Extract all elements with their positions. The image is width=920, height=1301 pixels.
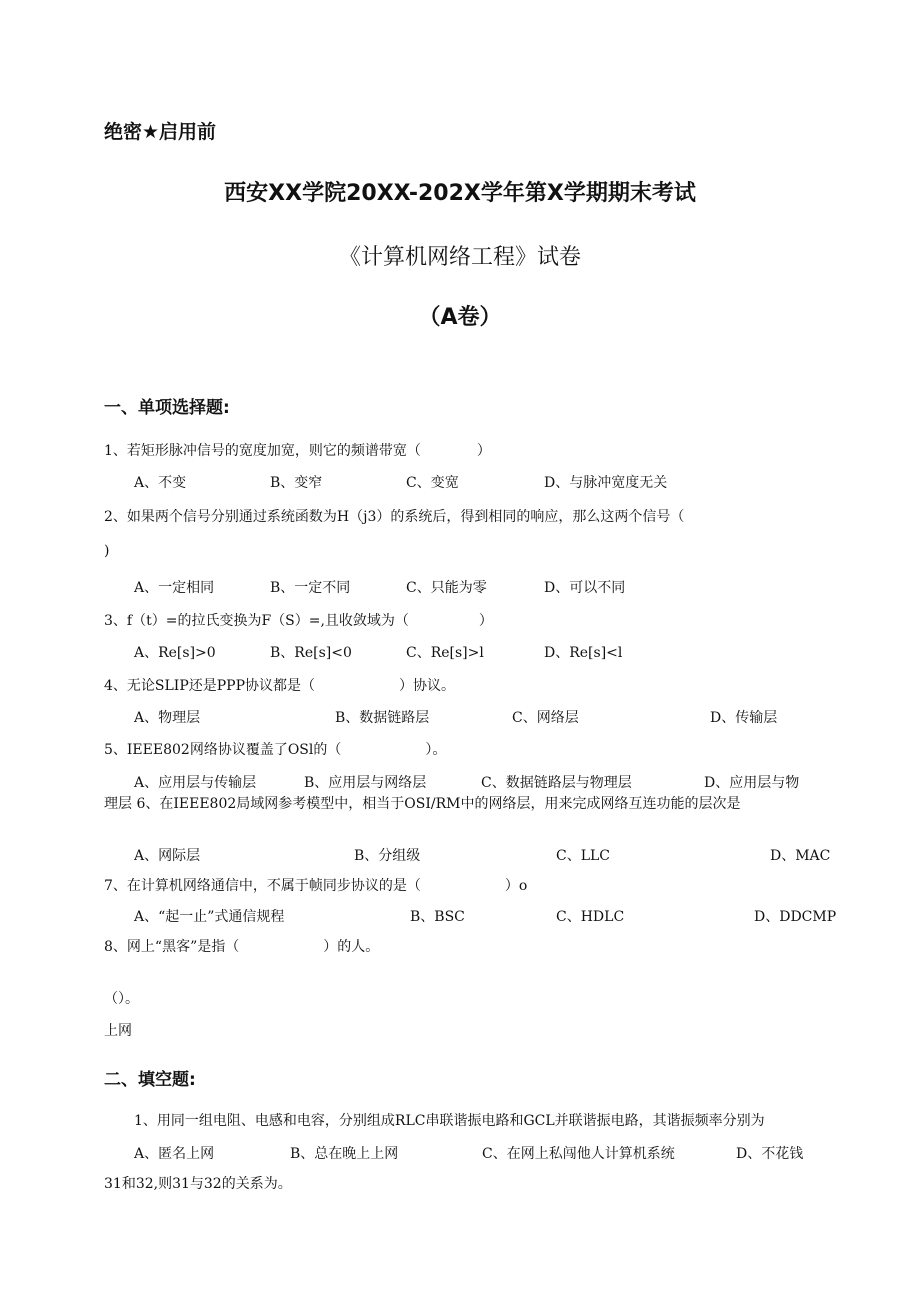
- section-heading-choice: 一、单项选择题:: [104, 398, 230, 418]
- q6-option-a: A、网际层: [134, 848, 201, 864]
- fill-q1-option-d: D、不花钱: [736, 1146, 804, 1162]
- q1-option-a: A、不变: [134, 475, 187, 491]
- stray-text-2: 上网: [104, 1023, 132, 1039]
- question-4: 4、无论SLIP还是PPP协议都是（ ）协议。: [104, 678, 456, 694]
- q5-option-d: D、应用层与物: [704, 775, 800, 791]
- fill-q1-option-a: A、匿名上网: [134, 1146, 215, 1162]
- q2-option-d: D、可以不同: [544, 580, 626, 596]
- question-3: 3、f（t）=的拉氏变换为F（S）=,且收敛域为（ ）: [104, 613, 493, 629]
- q2-option-c: C、只能为零: [406, 580, 487, 596]
- q3-option-a: A、Re[s]>0: [134, 645, 216, 661]
- q4-option-d: D、传输层: [710, 710, 778, 726]
- q6-option-c: C、LLC: [556, 848, 611, 864]
- question-7: 7、在计算机网络通信中，不属于帧同步协议的是（ ）o: [104, 878, 528, 894]
- q4-option-a: A、物理层: [134, 710, 201, 726]
- q4-option-b: B、数据链路层: [335, 710, 430, 726]
- q3-option-d: D、Re[s]<l: [544, 645, 623, 661]
- exam-title: 西安XX学院20XX-202X学年第X学期期末考试: [224, 181, 696, 206]
- q1-option-b: B、变窄: [270, 475, 323, 491]
- fill-question-1-cont: 31和32,则31与32的关系为。: [104, 1176, 292, 1192]
- q6-option-b: B、分组级: [354, 848, 421, 864]
- q2-option-a: A、一定相同: [134, 580, 215, 596]
- q5-option-b: B、应用层与网络层: [304, 775, 427, 791]
- fill-q1-option-b: B、总在晚上上网: [290, 1146, 399, 1162]
- q5-option-c: C、数据链路层与物理层: [481, 775, 632, 791]
- question-6: 理层 6、在IEEE802局域网参考模型中，相当于OSI/RM中的网络层，用来完成网络互连功能的层次是: [104, 796, 741, 812]
- confidential-label: 绝密★启用前: [104, 121, 217, 143]
- q7-option-b: B、BSC: [410, 909, 465, 925]
- stray-text-1: （）。: [104, 991, 139, 1007]
- q2-option-b: B、一定不同: [270, 580, 351, 596]
- q7-option-a: A、“起一止”式通信规程: [134, 909, 285, 925]
- question-1: 1、若矩形脉冲信号的宽度加宽，则它的频谱带宽（ ）: [104, 443, 491, 459]
- q5-option-a: A、应用层与传输层: [134, 775, 257, 791]
- q3-option-c: C、Re[s]>l: [406, 645, 484, 661]
- q1-option-d: D、与脉冲宽度无关: [544, 475, 668, 491]
- q7-option-d: D、DDCMP: [754, 909, 837, 925]
- question-2: 2、如果两个信号分别通过系统函数为H（j3）的系统后，得到相同的响应，那么这两个信号（: [104, 509, 685, 525]
- paper-variant: （A卷）: [418, 305, 502, 330]
- q1-option-c: C、变宽: [406, 475, 459, 491]
- q4-option-c: C、网络层: [512, 710, 579, 726]
- q7-option-c: C、HDLC: [556, 909, 625, 925]
- fill-question-1: 1、用同一组电阻、电感和电容，分别组成RLC串联谐振电路和GCL并联谐振电路，其谐振频率分别为: [134, 1113, 765, 1129]
- question-8: 8、网上“黑客”是指（ ）的人。: [104, 939, 380, 955]
- fill-q1-option-c: C、在网上私闯他人计算机系统: [482, 1146, 675, 1162]
- q6-option-d: D、MAC: [770, 848, 831, 864]
- question-2-cont: ): [104, 543, 110, 559]
- section-heading-fill: 二、填空题:: [104, 1070, 196, 1090]
- q3-option-b: B、Re[s]<0: [270, 645, 352, 661]
- question-5: 5、IEEE802网络协议覆盖了OSl的（ ）。: [104, 742, 447, 758]
- paper-title: 《计算机网络工程》试卷: [338, 245, 581, 270]
